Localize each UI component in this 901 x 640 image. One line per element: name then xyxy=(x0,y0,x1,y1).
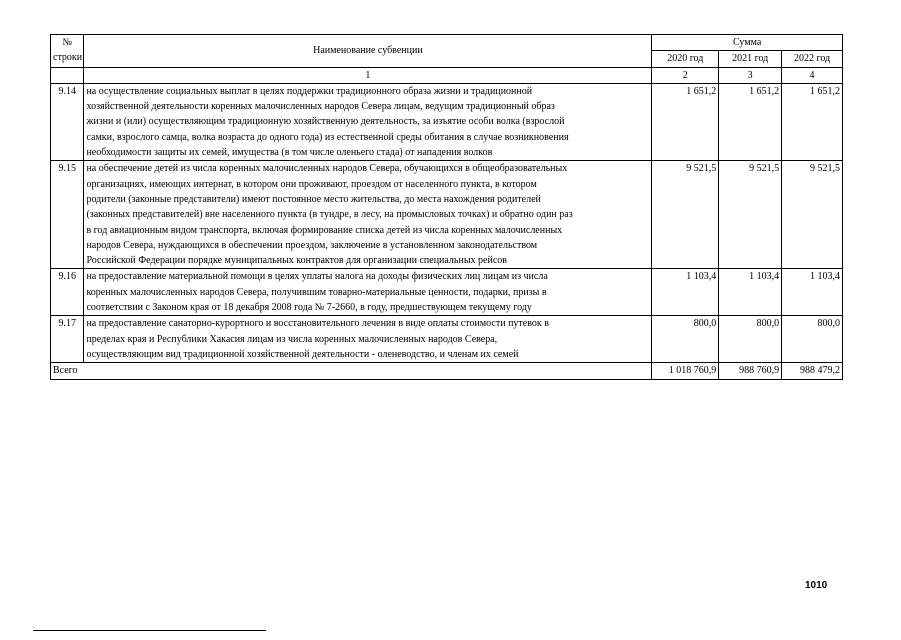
row-number: 9.17 xyxy=(51,316,84,363)
header-row-1 xyxy=(51,35,843,51)
col-index-empty xyxy=(51,67,84,83)
total-2022: 988 479,2 xyxy=(782,363,843,379)
description-line: организациях, имеющих интернат, в котором они проживают, проездом от населенного пункта, в котором xyxy=(86,178,537,190)
total-row xyxy=(51,363,843,379)
header-year-2020: 2020 год xyxy=(652,51,719,67)
page-number: 1010 xyxy=(805,580,828,591)
value-2020: 800,0 xyxy=(652,316,719,363)
value-2022: 9 521,5 xyxy=(782,161,843,269)
description-line: жизни и (или) осуществляющим традиционную хозяйственную деятельность, за изъятие особи волка (взрослой xyxy=(86,116,565,128)
row-description xyxy=(84,161,652,269)
value-2022: 800,0 xyxy=(782,316,843,363)
header-name-cell: Наименование субвенции xyxy=(84,35,652,68)
description-line: хозяйственной деятельности коренных малочисленных народов Севера лицам, ведущим традиционный образ xyxy=(86,101,555,113)
subvention-table xyxy=(50,34,843,380)
header-year-2022: 2022 год xyxy=(782,51,843,67)
value-2022: 1 651,2 xyxy=(782,83,843,160)
value-2022: 1 103,4 xyxy=(782,269,843,316)
col-index-3: 3 xyxy=(719,67,782,83)
description-line: осуществляющим вид традиционной хозяйственной деятельности - оленеводство, и членам их семей xyxy=(86,348,519,360)
total-label: Всего xyxy=(51,363,652,379)
description-line: Российской Федерации порядке муниципальных контрактов для организации специальных рейсов xyxy=(86,255,507,267)
value-2021: 1 651,2 xyxy=(719,83,782,160)
table-row xyxy=(51,83,843,160)
col-index-1: 1 xyxy=(84,67,652,83)
value-2021: 800,0 xyxy=(719,316,782,363)
row-number: 9.15 xyxy=(51,161,84,269)
table-row xyxy=(51,316,843,363)
row-number: 9.14 xyxy=(51,83,84,160)
description-line: народов Севера, нуждающихся в обеспечении проездом, заключение в установленном законодательством xyxy=(86,239,538,251)
description-line: родители (законные представители) имеют постоянное место жительства, до места нахождения родителей xyxy=(86,193,541,205)
description-line: соответствии с Законом края от 18 декабря 2008 года № 7-2660, в году, предшествующем текущему году xyxy=(86,302,532,314)
total-2021: 988 760,9 xyxy=(719,363,782,379)
row-description xyxy=(84,83,652,160)
description-line: самки, взрослого самца, волка возраста до одного года) из естественной среды обитания в случае возникновения xyxy=(86,131,569,143)
value-2020: 1 651,2 xyxy=(652,83,719,160)
description-line: на осуществление социальных выплат в целях поддержки традиционного образа жизни и традиционной xyxy=(86,85,533,97)
header-year-2021: 2021 год xyxy=(719,51,782,67)
col-index-4: 4 xyxy=(782,67,843,83)
description-line: на предоставление санаторно-курортного и восстановительного лечения в виде оплаты стоимости путевок в xyxy=(86,318,549,330)
value-2021: 9 521,5 xyxy=(719,161,782,269)
row-description xyxy=(84,269,652,316)
description-line: в год авиационным видом транспорта, включая формирование списка детей из числа коренных малочисленных xyxy=(86,224,563,236)
column-index-row xyxy=(51,67,843,83)
header-num-line1: № xyxy=(62,37,72,48)
description-line: (законных представителей) вне населенного пункта (в тундре, в лесу, на промысловых точках) и обратно один раз xyxy=(86,209,573,221)
table-row xyxy=(51,269,843,316)
footnote-divider xyxy=(33,630,266,631)
description-line: на обеспечение детей из числа коренных малочисленных народов Севера, обучающихся в общеобразовательных xyxy=(86,163,568,175)
description-line: необходимости защиты их семей, имущества (в том числе оленьего стада) от нападения волков xyxy=(86,147,493,159)
total-2020: 1 018 760,9 xyxy=(652,363,719,379)
row-number: 9.16 xyxy=(51,269,84,316)
header-sum-cell: Сумма xyxy=(652,35,843,51)
value-2020: 9 521,5 xyxy=(652,161,719,269)
header-num-line2: строки xyxy=(53,52,83,64)
value-2020: 1 103,4 xyxy=(652,269,719,316)
col-index-2: 2 xyxy=(652,67,719,83)
description-line: пределах края и Республики Хакасия лицам из числа коренных малочисленных народов Севера, xyxy=(86,333,498,345)
row-description xyxy=(84,316,652,363)
description-line: на предоставление материальной помощи в целях уплаты налога на доходы физических лиц лицам из числа xyxy=(86,271,548,283)
value-2021: 1 103,4 xyxy=(719,269,782,316)
description-line: коренных малочисленных народов Севера, получившим товарно-материальные ценности, подарки, призы в xyxy=(86,286,547,298)
header-num-cell xyxy=(51,35,84,68)
table-row xyxy=(51,161,843,269)
